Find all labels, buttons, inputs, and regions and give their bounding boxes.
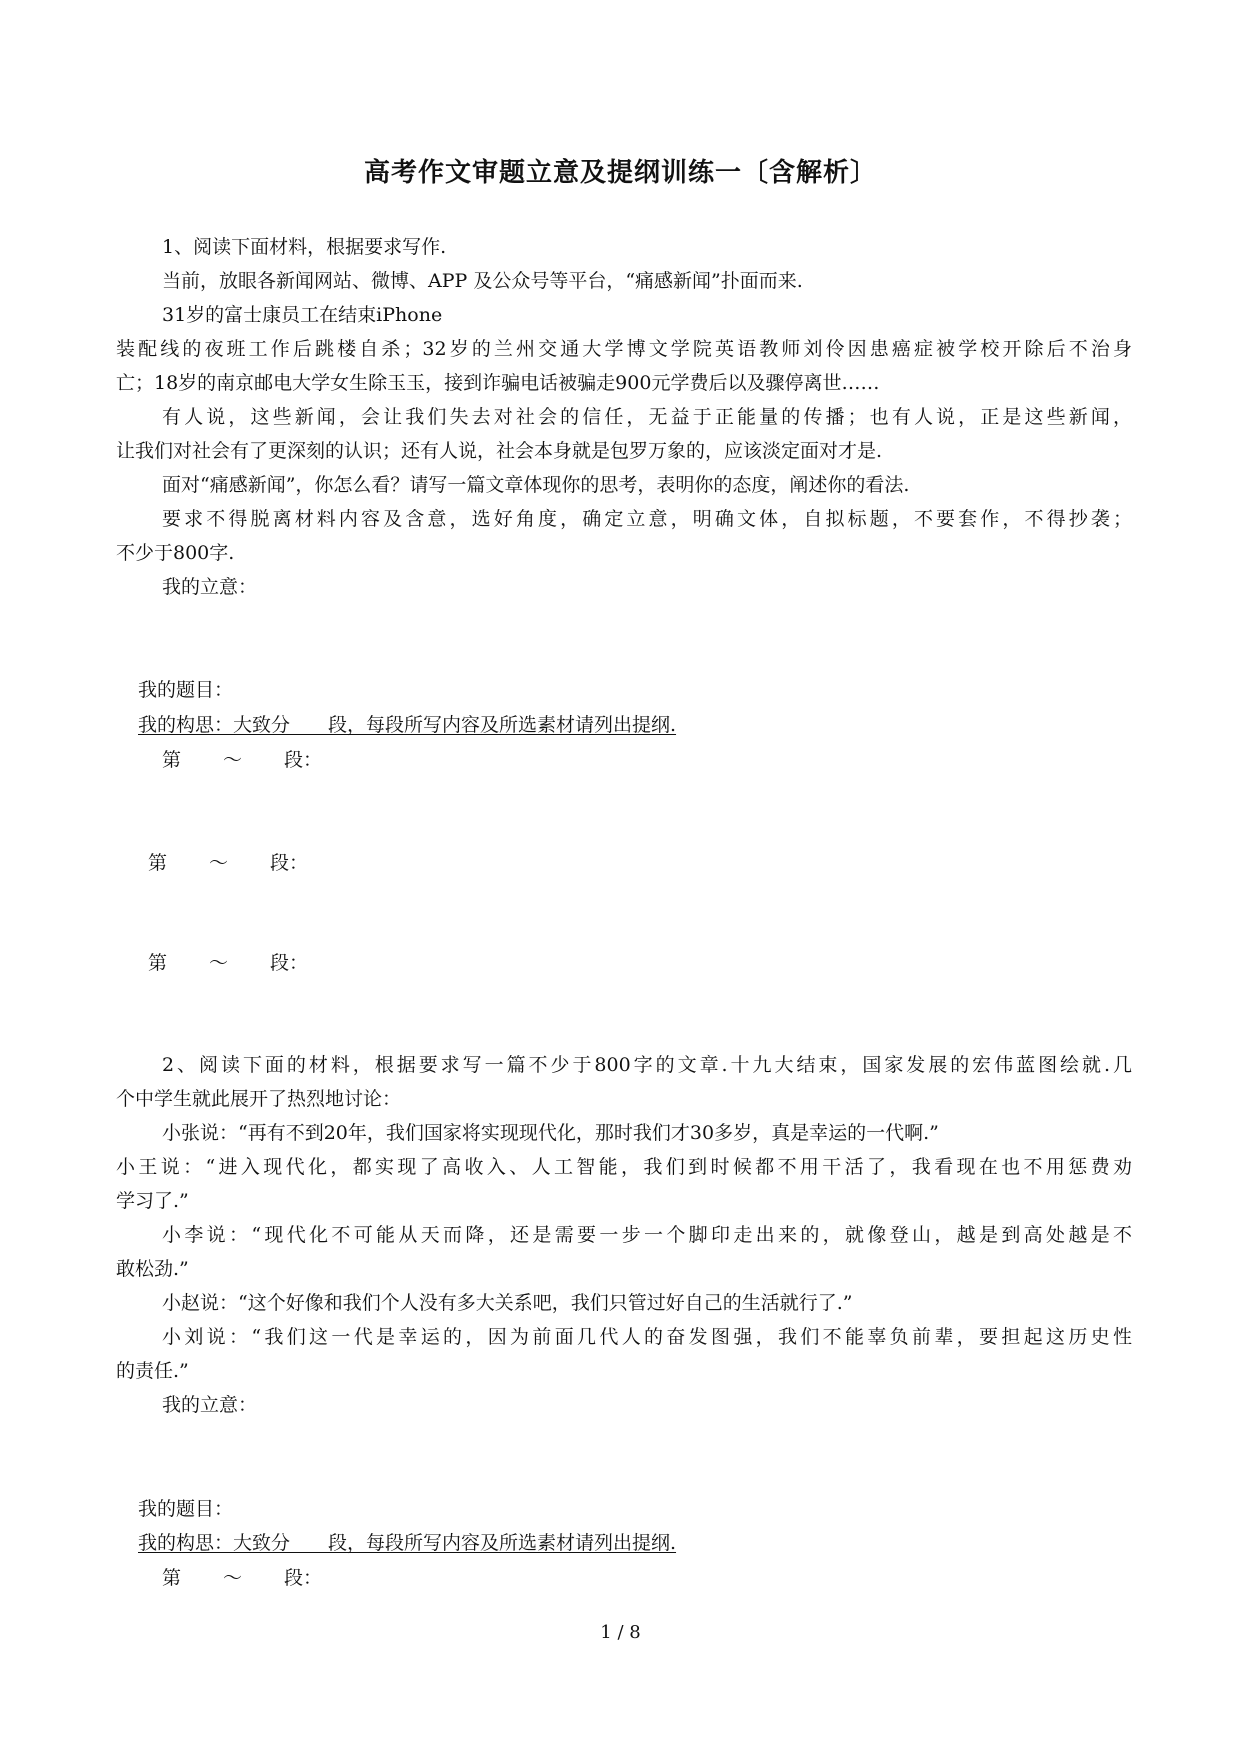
q2-topic-label: 我的题目： [138, 1498, 234, 1520]
q1-segment-3: 第 ～ 段： [148, 952, 309, 974]
q1-line-4: 装配线的夜班工作后跳楼自杀；32岁的兰州交通大学博文学院英语教师刘伶因患癌症被学校开除后不治身 [116, 338, 1132, 360]
q1-topic-label: 我的题目： [138, 679, 234, 701]
q2-line-7: 敢松劲.” [116, 1258, 189, 1280]
q1-line-9: 要求不得脱离材料内容及含意，选好角度，确定立意，明确文体，自拟标题，不要套作，不得抄袭； [162, 508, 1132, 530]
q2-intent-label: 我的立意： [162, 1394, 258, 1416]
q2-segment-1: 第 ～ 段： [162, 1567, 323, 1589]
q2-line-2: 个中学生就此展开了热烈地讨论： [116, 1088, 402, 1110]
q1-line-5: 亡；18岁的南京邮电大学女生除玉玉，接到诈骗电话被骗走900元学费后以及骤停离世…… [116, 372, 880, 394]
q2-line-8: 小赵说：“这个好像和我们个人没有多大关系吧，我们只管过好自己的生活就行了.” [162, 1292, 853, 1314]
q2-line-6: 小李说：“现代化不可能从天而降，还是需要一步一个脚印走出来的，就像登山，越是到高处越是不 [162, 1224, 1132, 1246]
q1-outline-label: 我的构思：大致分 段，每段所写内容及所选素材请列出提纲. [138, 714, 677, 736]
q1-intent-label: 我的立意： [162, 576, 258, 598]
document-title: 高考作文审题立意及提纲训练一〔含解析〕 [363, 158, 877, 188]
q2-outline-label: 我的构思：大致分 段，每段所写内容及所选素材请列出提纲. [138, 1532, 677, 1554]
q2-line-5: 学习了.” [116, 1190, 189, 1212]
q1-line-3: 31岁的富士康员工在结束iPhone [162, 304, 443, 326]
q1-line-10: 不少于800字. [116, 542, 235, 564]
q2-line-10: 的责任.” [116, 1360, 189, 1382]
q1-segment-2: 第 ～ 段： [148, 852, 309, 874]
q1-line-2: 当前，放眼各新闻网站、微博、APP 及公众号等平台，“痛感新闻”扑面而来. [162, 270, 803, 292]
q1-line-1: 1、阅读下面材料，根据要求写作. [162, 236, 447, 258]
q1-line-7: 让我们对社会有了更深刻的认识；还有人说，社会本身就是包罗万象的，应该淡定面对才是. [116, 440, 883, 462]
q1-line-6: 有人说，这些新闻，会让我们失去对社会的信任，无益于正能量的传播；也有人说，正是这些新闻， [162, 406, 1132, 428]
q1-segment-1: 第 ～ 段： [162, 749, 323, 771]
q2-line-4: 小王说：“进入现代化，都实现了高收入、人工智能，我们到时候都不用干活了，我看现在也不用惩费劝 [116, 1156, 1132, 1178]
q2-line-1: 2、阅读下面的材料，根据要求写一篇不少于800字的文章.十九大结束，国家发展的宏伟蓝图绘就.几 [162, 1054, 1132, 1076]
q1-line-8: 面对“痛感新闻”，你怎么看？请写一篇文章体现你的思考，表明你的态度，阐述你的看法. [162, 474, 910, 496]
page-number: 1 / 8 [600, 1622, 641, 1643]
q2-line-3: 小张说：“再有不到20年，我们国家将实现现代化，那时我们才30多岁，真是幸运的一代啊.” [162, 1122, 939, 1144]
q2-line-9: 小刘说：“我们这一代是幸运的，因为前面几代人的奋发图强，我们不能辜负前辈，要担起这历史性 [162, 1326, 1132, 1348]
